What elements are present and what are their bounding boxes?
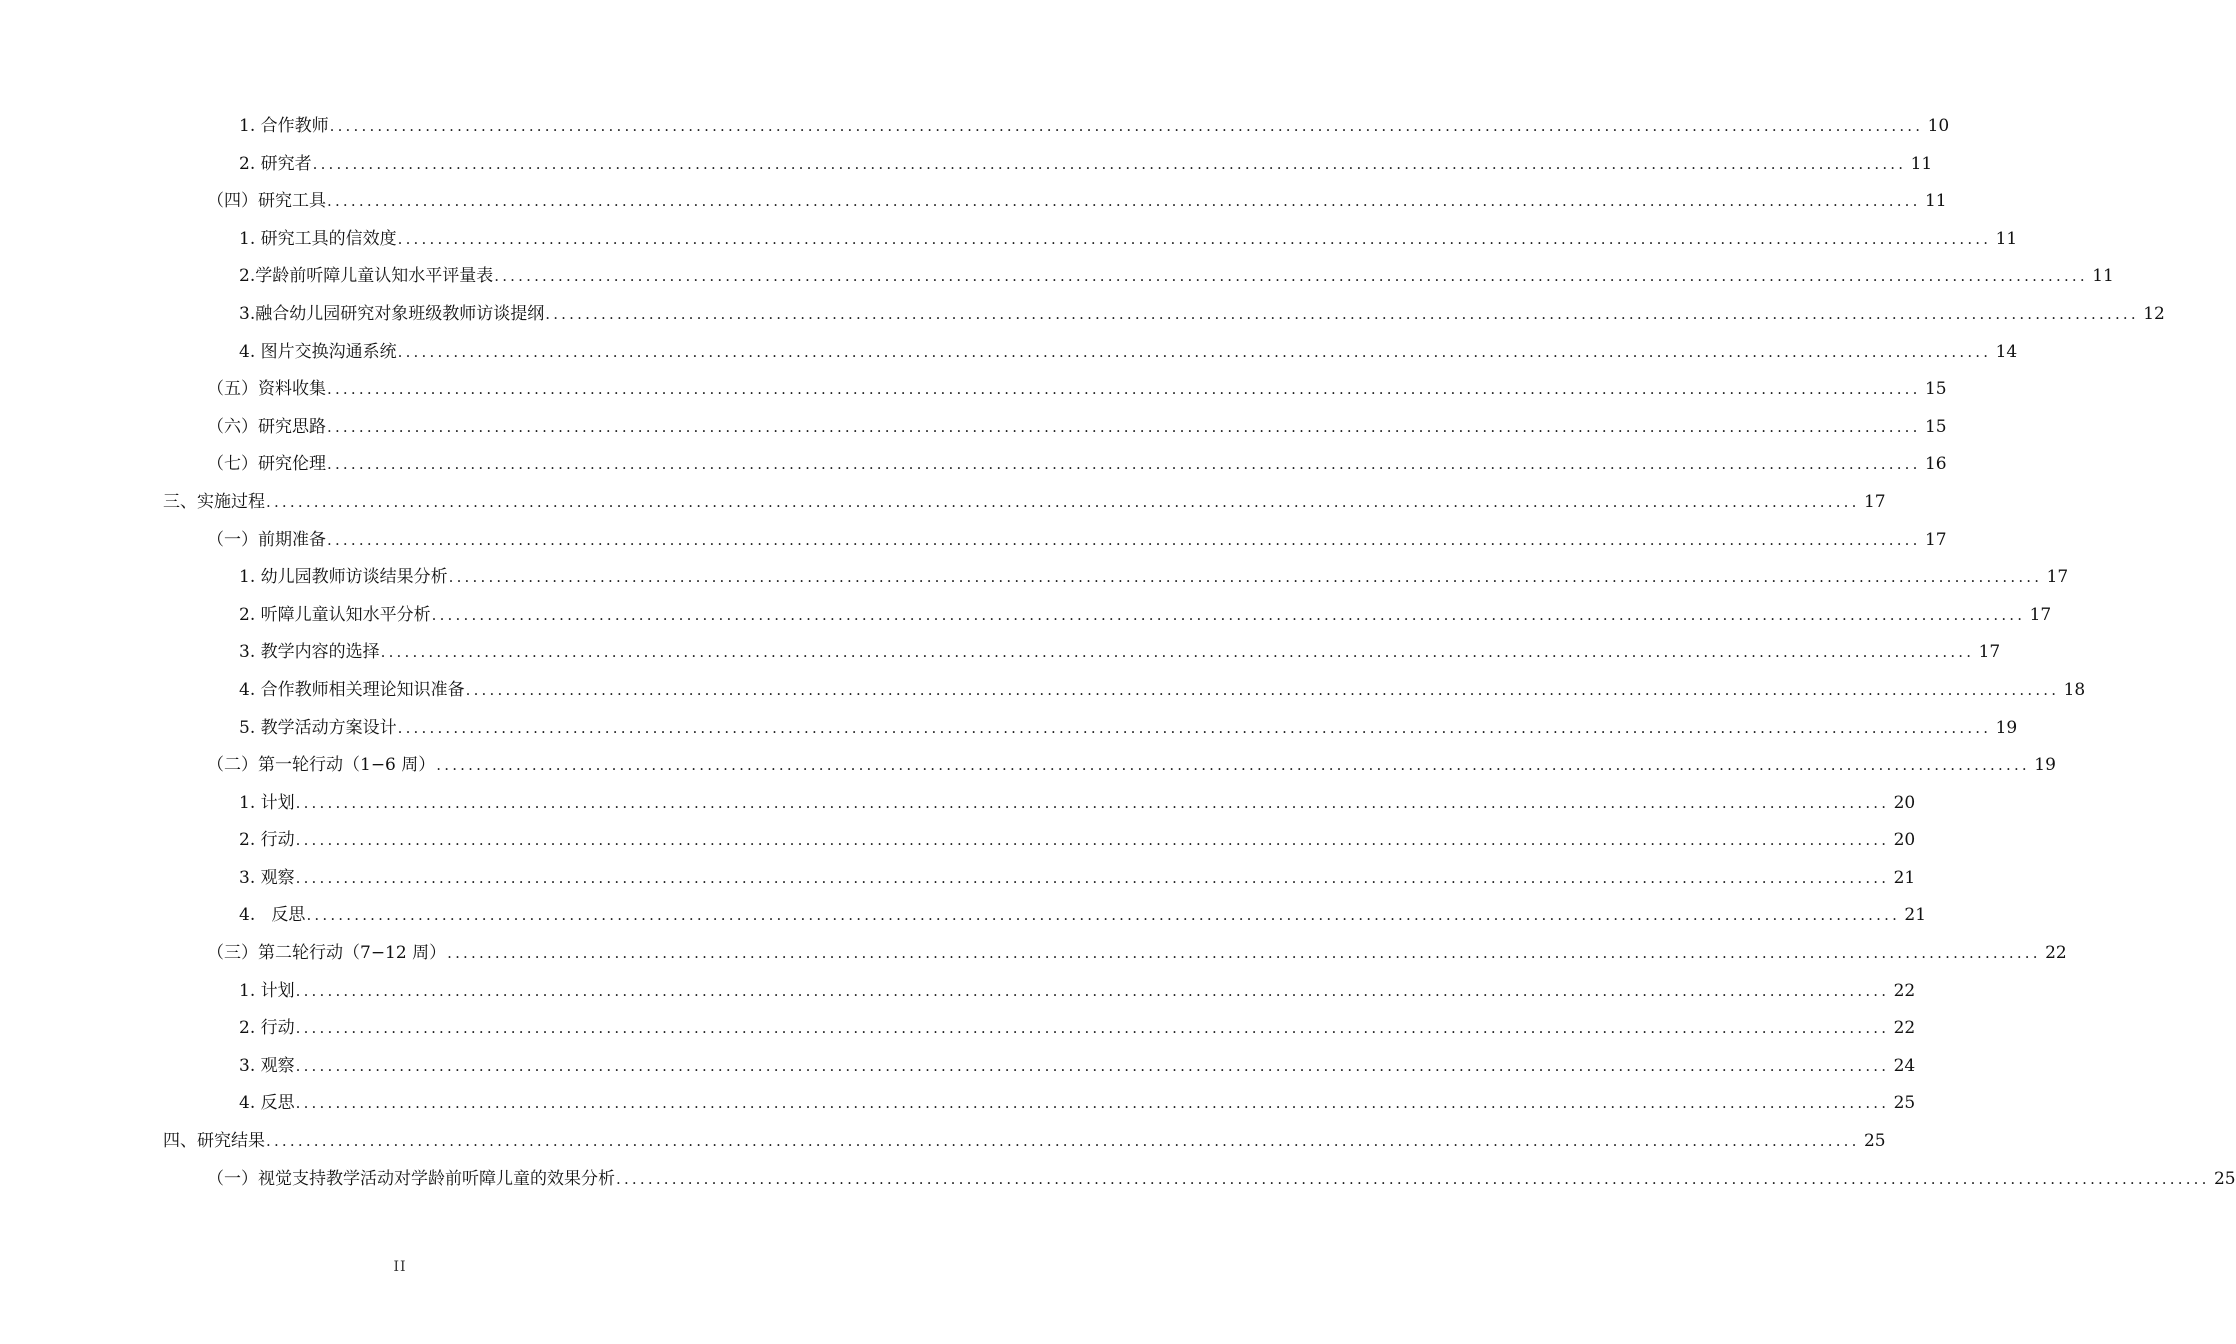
dot-leader: ........................................................................................................................................................................................................ xyxy=(295,868,1890,887)
toc-entry-page-number: 10 xyxy=(1927,116,1950,136)
toc-entry-page-number: 20 xyxy=(1893,830,1916,851)
toc-entry-title: 2. 行动 xyxy=(239,830,295,851)
dot-leader: ........................................................................................................................................................................................................ xyxy=(397,718,1992,737)
dot-leader: ........................................................................................................................................................................................................ xyxy=(327,380,1921,399)
toc-entry[interactable] xyxy=(0,1123,1886,1161)
toc-entry[interactable] xyxy=(0,108,1950,146)
toc-entry-title: （五）资料收集 xyxy=(207,379,326,400)
toc-entry[interactable] xyxy=(0,146,1933,184)
dot-leader: ........................................................................................................................................................................................................ xyxy=(329,117,1924,135)
toc-entry[interactable] xyxy=(0,371,1947,409)
dot-leader: ........................................................................................................................................................................................................ xyxy=(448,568,2043,587)
dot-leader: ........................................................................................................................................................................................................ xyxy=(465,680,2060,699)
toc-entry-title: （一）前期准备 xyxy=(207,529,326,550)
toc-entry-page-number: 20 xyxy=(1893,792,1916,813)
dot-leader: ........................................................................................................................................................................................................ xyxy=(616,1169,2210,1188)
toc-entry-title: 三、实施过程 xyxy=(163,491,265,512)
toc-entry-page-number: 11 xyxy=(2092,266,2114,287)
toc-entry[interactable] xyxy=(0,484,1886,522)
dot-leader: ........................................................................................................................................................................................................ xyxy=(295,981,1890,1000)
toc-entry[interactable] xyxy=(0,860,1916,898)
toc-entry-page-number: 19 xyxy=(2034,755,2056,776)
toc-entry[interactable] xyxy=(0,822,1916,860)
dot-leader: ........................................................................................................................................................................................................ xyxy=(306,906,1901,925)
dot-leader: ........................................................................................................................................................................................................ xyxy=(397,342,1992,361)
toc-entry-page-number: 21 xyxy=(1893,867,1916,888)
toc-entry[interactable] xyxy=(0,409,1947,447)
toc-entry[interactable] xyxy=(0,559,2069,597)
dot-leader: ........................................................................................................................................................................................................ xyxy=(312,154,1907,173)
toc-entry-title: 4. 合作教师相关理论知识准备 xyxy=(239,679,465,700)
toc-entry-title: （二）第一轮行动（1−6 周） xyxy=(207,755,436,776)
toc-entry-page-number: 11 xyxy=(1924,191,1947,212)
toc-entry-page-number: 22 xyxy=(1893,1018,1916,1039)
toc-entry-page-number: 15 xyxy=(1924,379,1947,400)
toc-entry-title: 4. 反思 xyxy=(239,905,306,926)
toc-entry-page-number: 24 xyxy=(1893,1055,1916,1076)
toc-entry[interactable] xyxy=(0,785,1916,823)
dot-leader: ........................................................................................................................................................................................................ xyxy=(266,492,1860,511)
toc-entry-title: 3.融合幼儿园研究对象班级教师访谈提纲 xyxy=(239,303,545,324)
dot-leader: ........................................................................................................................................................................................................ xyxy=(545,304,2139,323)
toc-entry[interactable] xyxy=(0,221,2018,259)
toc-entry-title: 2. 行动 xyxy=(239,1018,295,1039)
toc-entry-title: （七）研究伦理 xyxy=(207,454,326,475)
dot-leader: ........................................................................................................................................................................................................ xyxy=(295,1019,1890,1038)
toc-entry[interactable] xyxy=(0,258,2114,296)
toc-entry-page-number: 25 xyxy=(2213,1168,2236,1189)
toc-entry-title: 3. 观察 xyxy=(239,867,295,888)
toc-entry-page-number: 22 xyxy=(1893,980,1916,1001)
toc-entry-page-number: 22 xyxy=(2045,943,2067,964)
dot-leader: ........................................................................................................................................................................................................ xyxy=(447,944,2041,963)
toc-entry[interactable] xyxy=(0,1010,1916,1048)
toc-entry[interactable] xyxy=(0,522,1947,560)
toc-entry[interactable] xyxy=(0,1161,2236,1199)
toc-entry-title: （六）研究思路 xyxy=(207,416,326,437)
toc-entry[interactable] xyxy=(0,296,2165,334)
toc-entry-title: 3. 教学内容的选择 xyxy=(239,642,380,663)
toc-entry-page-number: 11 xyxy=(1910,153,1933,174)
toc-entry[interactable] xyxy=(0,672,2086,710)
dot-leader: ........................................................................................................................................................................................................ xyxy=(431,605,2026,624)
toc-entry[interactable] xyxy=(0,597,2052,635)
toc-entry-page-number: 17 xyxy=(2046,567,2069,588)
toc-entry[interactable] xyxy=(0,1048,1916,1086)
dot-leader: ........................................................................................................................................................................................................ xyxy=(327,455,1921,474)
toc-entry-title: 4. 图片交换沟通系统 xyxy=(239,341,397,362)
toc-entry-page-number: 17 xyxy=(1924,529,1947,550)
dot-leader: ........................................................................................................................................................................................................ xyxy=(494,267,2088,286)
toc-entry-title: （三）第二轮行动（7−12 周） xyxy=(207,943,447,964)
dot-leader: ........................................................................................................................................................................................................ xyxy=(327,417,1921,436)
toc-entry-page-number: 16 xyxy=(1924,454,1947,475)
toc-entry[interactable] xyxy=(0,183,1947,221)
toc-entry[interactable] xyxy=(0,973,1916,1011)
toc-entry-page-number: 25 xyxy=(1893,1093,1916,1114)
dot-leader: ........................................................................................................................................................................................................ xyxy=(295,793,1890,812)
dot-leader: ........................................................................................................................................................................................................ xyxy=(327,192,1921,211)
toc-entry-title: 4. 反思 xyxy=(239,1093,295,1114)
toc-entry[interactable] xyxy=(0,634,2001,672)
toc-entry[interactable] xyxy=(0,747,2056,785)
dot-leader: ........................................................................................................................................................................................................ xyxy=(327,530,1921,549)
dot-leader: ........................................................................................................................................................................................................ xyxy=(295,1056,1890,1075)
toc-entry-title: 5. 教学活动方案设计 xyxy=(239,717,397,738)
toc-entry[interactable] xyxy=(0,1085,1916,1123)
page-number-footer: II xyxy=(393,1259,407,1275)
table-of-contents xyxy=(0,108,2236,1198)
toc-entry-title: 1. 合作教师 xyxy=(239,116,329,136)
toc-entry-title: 2.学龄前听障儿童认知水平评量表 xyxy=(239,266,494,287)
toc-entry[interactable] xyxy=(0,710,2018,748)
toc-entry[interactable] xyxy=(0,446,1947,484)
toc-entry-page-number: 15 xyxy=(1924,416,1947,437)
dot-leader: ........................................................................................................................................................................................................ xyxy=(380,643,1975,662)
toc-entry-title: （四）研究工具 xyxy=(207,191,326,212)
dot-leader: ........................................................................................................................................................................................................ xyxy=(295,831,1890,850)
toc-entry-title: 1. 研究工具的信效度 xyxy=(239,228,397,249)
toc-entry-title: 3. 观察 xyxy=(239,1055,295,1076)
toc-entry-page-number: 18 xyxy=(2063,679,2086,700)
toc-entry-page-number: 11 xyxy=(1995,228,2018,249)
toc-entry-title: （一）视觉支持教学活动对学龄前听障儿童的效果分析 xyxy=(207,1168,615,1189)
dot-leader: ........................................................................................................................................................................................................ xyxy=(397,229,1992,248)
toc-entry-title: 1. 计划 xyxy=(239,980,295,1001)
toc-entry-page-number: 25 xyxy=(1863,1131,1886,1152)
toc-entry-page-number: 19 xyxy=(1995,717,2018,738)
toc-entry[interactable] xyxy=(0,897,1927,935)
toc-entry-title: 1. 计划 xyxy=(239,792,295,813)
dot-leader: ........................................................................................................................................................................................................ xyxy=(436,756,2030,775)
toc-entry-page-number: 17 xyxy=(1863,491,1886,512)
dot-leader: ........................................................................................................................................................................................................ xyxy=(295,1094,1890,1113)
dot-leader: ........................................................................................................................................................................................................ xyxy=(266,1132,1860,1151)
toc-entry-page-number: 21 xyxy=(1904,905,1927,926)
toc-entry[interactable] xyxy=(0,334,2018,372)
toc-entry-page-number: 14 xyxy=(1995,341,2018,362)
toc-entry-page-number: 17 xyxy=(2029,604,2052,625)
toc-entry-title: 2. 研究者 xyxy=(239,153,312,174)
toc-entry-page-number: 17 xyxy=(1978,642,2001,663)
toc-entry-title: 四、研究结果 xyxy=(163,1131,265,1152)
toc-entry-title: 1. 幼儿园教师访谈结果分析 xyxy=(239,567,448,588)
toc-entry[interactable] xyxy=(0,935,2067,973)
toc-entry-page-number: 12 xyxy=(2143,303,2165,324)
toc-entry-title: 2. 听障儿童认知水平分析 xyxy=(239,604,431,625)
